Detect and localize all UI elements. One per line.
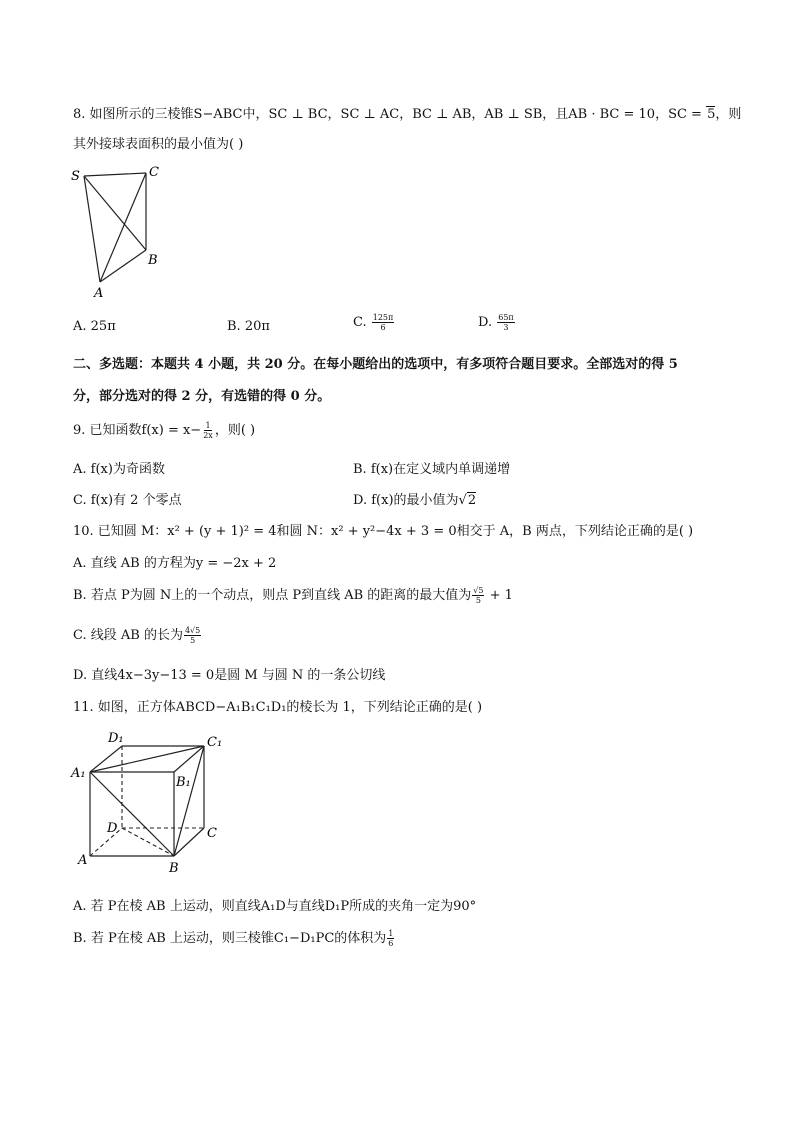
label-b: B: [169, 861, 179, 876]
q10-option-a: A. 直线 AB 的方程为y = −2x + 2: [73, 556, 277, 571]
q8-option-d-prefix: D.: [478, 315, 497, 330]
q8-stem-line1: [73, 103, 741, 122]
section2-heading-line1: 二、多选题：本题共 4 小题，共 20 分。在每小题给出的选项中，有多项符合题目要求。全部选对的得 5: [73, 357, 678, 372]
label-a: A: [78, 853, 88, 868]
q10-option-b-text: B. 若点 P为圆 N上的一个动点，则点 P到直线 AB 的距离的最大值为: [73, 588, 472, 603]
q9-option-d-text: D. f(x)的最小值为: [353, 493, 459, 508]
q8-sqrt-value: 5: [707, 107, 716, 122]
fraction-denominator: 5: [475, 596, 481, 605]
q10-option-c: [73, 624, 202, 645]
q8-option-c-fraction: [372, 313, 395, 332]
q8-option-b: B. 20π: [227, 319, 270, 334]
q11-option-a: A. 若 P在棱 AB 上运动，则直线A₁D与直线D₁P所成的夹角一定为90°: [73, 899, 477, 914]
q9-option-d: D. f(x)的最小值为√2: [353, 493, 477, 508]
q8-option-c-prefix: C.: [353, 315, 371, 330]
edge-sc: [84, 173, 146, 176]
fraction-numerator: 1: [205, 421, 211, 430]
label-c: C: [207, 826, 217, 841]
q10-option-c-fraction: [184, 626, 201, 645]
q8-tetrahedron-figure: [68, 160, 168, 302]
fraction-numerator: 1: [388, 929, 394, 938]
q11-option-b-text: B. 若 P在棱 AB 上运动，则三棱锥C₁−D₁PC的体积为: [73, 931, 387, 946]
q11-cube-figure: [68, 724, 228, 876]
fraction-numerator: √5: [473, 586, 484, 595]
q9-option-b: B. f(x)在定义域内单调递增: [353, 462, 511, 477]
fraction-numerator: 65π: [498, 313, 514, 322]
q10-option-d: D. 直线4x−3y−13 = 0是圆 M 与圆 N 的一条公切线: [73, 668, 386, 683]
hidden-d-b: [122, 828, 174, 856]
fraction-denominator: 2x: [203, 431, 213, 440]
q9-stem-text: 9. 已知函数f(x) = x−: [73, 423, 202, 438]
q8-option-a: A. 25π: [73, 319, 116, 334]
q10-option-b-tail: + 1: [485, 588, 513, 603]
label-a1: A₁: [71, 766, 86, 781]
q10-option-c-text: C. 线段 AB 的长为: [73, 628, 183, 643]
q8-stem-text: 8. 如图所示的三棱锥S−ABC中，SC ⊥ BC，SC ⊥ AC，BC ⊥ AB，AB ⊥ SB，且AB · BC = 10，SC =: [73, 107, 707, 122]
label-b1: B₁: [176, 775, 191, 790]
diag-c1-b: [174, 746, 204, 856]
q9-stem-tail: ，则( ): [214, 423, 256, 438]
q11-option-b-fraction: [387, 929, 394, 948]
q8-option-d: [478, 313, 516, 332]
q10-stem: 10. 已知圆 M：x² + (y + 1)² = 4和圆 N：x² + y²−4x + 3 = 0相交于 A，B 两点，下列结论正确的是( ): [73, 524, 694, 539]
fraction-numerator: 125π: [372, 313, 394, 322]
q8-option-d-fraction: [497, 313, 514, 332]
fraction-denominator: 5: [190, 636, 196, 645]
q8-stem-tail: ，则: [715, 107, 742, 122]
edge-b-c: [174, 828, 204, 856]
fraction-numerator: 4√5: [184, 626, 201, 635]
fraction-denominator: 3: [503, 323, 509, 332]
diag-a1-b: [90, 772, 174, 856]
q10-option-b-fraction: [472, 586, 484, 605]
q8-stem-line2: 其外接球表面积的最小值为( ): [73, 137, 244, 152]
section2-heading-line2: 分，部分选对的得 2 分，有选错的得 0 分。: [73, 389, 331, 404]
label-d1: D₁: [108, 731, 124, 746]
q11-option-b: [73, 927, 395, 948]
fraction-denominator: 6: [380, 323, 386, 332]
q9-option-c: C. f(x)有 2 个零点: [73, 493, 182, 508]
label-c: C: [149, 165, 159, 180]
q9-sqrt-value: 2: [467, 493, 477, 508]
q9-option-a: A. f(x)为奇函数: [73, 462, 165, 477]
label-b: B: [148, 253, 158, 268]
label-a: A: [94, 286, 104, 301]
q11-stem: 11. 如图，正方体ABCD−A₁B₁C₁D₁的棱长为 1，下列结论正确的是( ): [73, 700, 483, 715]
q8-option-c: [353, 313, 395, 332]
label-c1: C₁: [207, 735, 223, 750]
label-d: D: [107, 821, 118, 836]
diag-a1-c1: [90, 746, 204, 772]
q10-option-b: [73, 584, 513, 605]
q9-fraction: [202, 421, 214, 440]
fraction-denominator: 6: [388, 939, 394, 948]
label-s: S: [71, 169, 80, 184]
q9-stem: [73, 419, 255, 440]
